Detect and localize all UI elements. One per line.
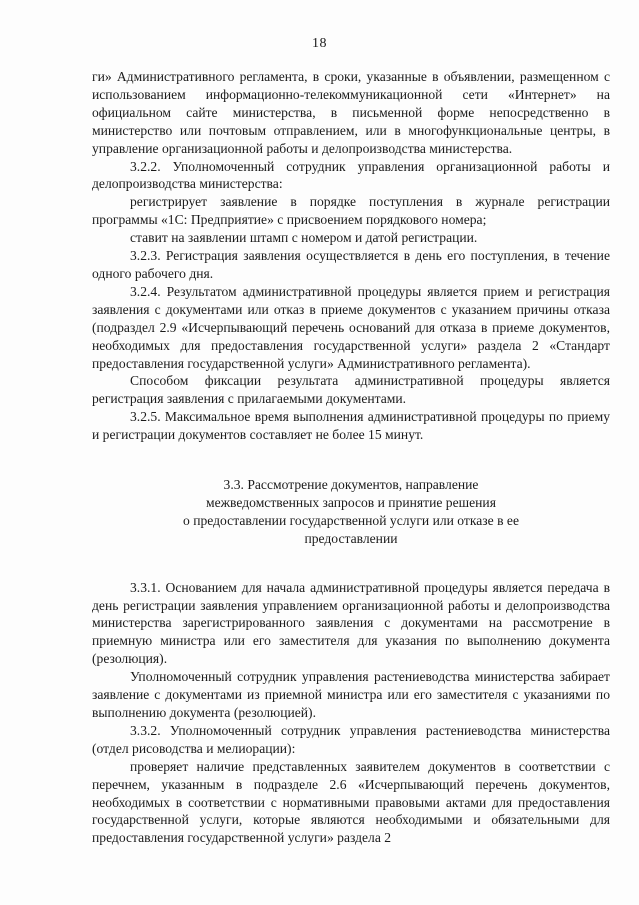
section-heading-line: 3.3. Рассмотрение документов, направление [223, 477, 479, 493]
section-heading-line: о предоставлении государственной услуги или отказе в ее [183, 512, 519, 528]
paragraphs-bottom [92, 579, 610, 848]
section-heading-line: межведомственных запросов и принятие решения [206, 494, 496, 510]
paragraphs-top [92, 68, 610, 444]
section-heading [122, 476, 580, 548]
paragraph: регистрирует заявление в порядке поступления в журнале регистрации программы «1С: Предприятие» с присвоением порядкового номера; [92, 194, 610, 228]
paragraph: Уполномоченный сотрудник управления растениеводства министерства забирает заявление с документами из приемной министра или его заместителя с указаниями по выполнению документа (резолюцией). [92, 669, 610, 720]
paragraph: проверяет наличие представленных заявителем документов в соответствии с перечнем, указанным в подразделе 2.6 «Исчерпывающий перечень документов, необходимых в соответствии с нормативными правовыми актами для предоставления государственной услуги, которые являются необходимыми и обязательными для предоставления государственной услуги» раздела 2 [92, 758, 610, 846]
page-number: 18 [312, 36, 327, 51]
paragraph: 3.2.2. Уполномоченный сотрудник управления организационной работы и делопроизводства министерства: [92, 158, 610, 192]
paragraph: ги» Административного регламента, в сроки, указанные в объявлении, размещенном с использованием информационно-телекоммуникационной сети «Интернет» на официальном сайте министерства, в письменной форме непосредственно в министерство или почтовым отправлением, или в многофункциональные центры, в управление организационной работы и делопроизводства министерства. [92, 69, 610, 156]
paragraph: ставит на заявлении штамп с номером и датой регистрации. [130, 230, 478, 246]
paragraph: 3.3.2. Уполномоченный сотрудник управления растениеводства министерства (отдел рисоводства и мелиорации): [92, 722, 610, 756]
paragraph: 3.3.1. Основанием для начала административной процедуры является передача в день регистрации заявления управлением организационной работы и делопроизводства министерства зарегистрированного заявления с документами на рассмотрение в приемную министра или его заместителя для указания по выполнению документа (резолюция). [92, 579, 610, 667]
paragraph: 3.2.3. Регистрация заявления осуществляется в день его поступления, в течение одного рабочего дня. [92, 248, 610, 281]
section-heading-line: предоставлении [304, 530, 398, 546]
paragraph: 3.2.5. Максимальное время выполнения административной процедуры по приему и регистрации документов составляет не более 15 минут. [92, 409, 610, 443]
paragraph: Способом фиксации результата административной процедуры является регистрация заявления с прилагаемыми документами. [92, 373, 610, 407]
paragraph: 3.2.4. Результатом административной процедуры является прием и регистрация заявления с документами или отказ в приеме документов с указанием причины отказа (подраздел 2.9 «Исчерпывающий перечень оснований для отказа в приеме документов, необходимых для предоставления государственной услуги» раздела 2 «Стандарт предоставления государственной услуги» Административного регламента). [92, 283, 610, 371]
document-body [92, 68, 610, 847]
